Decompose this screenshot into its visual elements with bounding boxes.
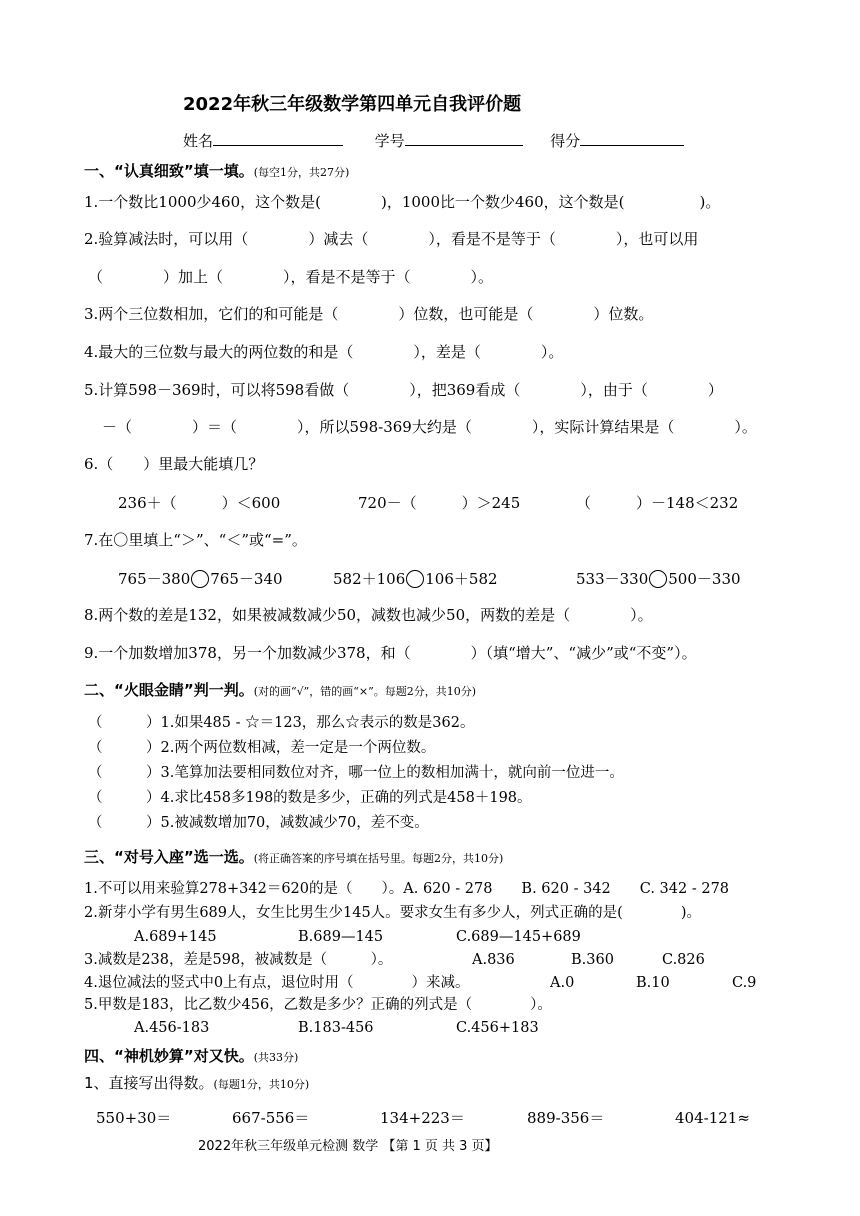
q5-option-c: C.456+183 [456,1020,539,1036]
section-1-title: 一、“认真细致”填一填。 [84,162,254,180]
student-info [183,131,684,149]
q3-option-a: A.836 [472,952,515,968]
q7-item-1-left: 765－380 [118,570,191,588]
q6-item-2: 720－（ ）＞245 [358,494,521,512]
judge-item-3: （ ）3.笔算加法要相同数位对齐，哪一位上的数相加满十，就向前一位进一。 [88,765,624,781]
section-3-note: (将正确答案的序号填在括号里。每题2分，共10分) [253,852,504,865]
name-field[interactable] [213,131,343,146]
s1-question-2a: 2.验算减法时，可以用（ ）减去（ ），看是不是等于（ ），也可以用 [84,230,699,248]
section-3-heading [84,850,503,865]
compare-circle[interactable] [406,570,424,588]
section-2-note: (对的画“√”，错的画“×”。每题2分，共10分) [253,685,477,698]
choice-question-3: 3.减数是238，差是598，被减数是（ ）。 [84,952,393,968]
s1-question-8: 8.两个数的差是132，如果被减数减少50，减数也减少50，两数的差是（ ）。 [84,606,653,624]
q2-option-a: A.689+145 [134,929,217,945]
choice-question-4: 4.退位减法的竖式中0上有点，退位时用（ ）来减。 [84,975,470,991]
s1-question-4: 4.最大的三位数与最大的两位数的和是（ ），差是（ ）。 [84,343,564,361]
q5-option-a: A.456-183 [134,1020,210,1036]
sub-1-title: 1、直接写出得数。 [84,1074,214,1092]
q4-option-a: A.0 [550,975,575,991]
choice-question-1: 1.不可以用来验算278+342＝620的是（ ）。A. 620 - 278 B. 620 - 342 C. 342 - 278 [84,881,730,897]
s1-question-5a: 5.计算598－369时，可以将598看做（ ），把369看成（ ），由于（ ） [84,381,723,399]
s1-question-1: 1.一个数比1000少460，这个数是( )，1000比一个数少460，这个数是( )。 [84,193,721,211]
choice-question-2: 2.新芽小学有男生689人，女生比男生少145人。要求女生有多少人，列式正确的是( )。 [84,905,701,921]
q5-option-b: B.183-456 [298,1020,374,1036]
judge-item-4: （ ）4.求比458多198的数是多少，正确的列式是458＋198。 [88,790,532,806]
score-label: 得分 [550,132,581,150]
judge-item-5: （ ）5.被减数增加70，减数减少70，差不变。 [88,815,429,831]
section-4-note: (共33分) [253,1051,299,1064]
s1-question-6: 6.（ ）里最大能填几？ [84,455,264,473]
q7-item-3-right: 500－330 [668,570,741,588]
section-1-heading [84,164,349,179]
q7-item-3 [576,570,741,588]
section-3-title: 三、“对号入座”选一选。 [84,848,254,866]
q4-option-c: C.9 [732,975,757,991]
section-4-heading [84,1049,298,1064]
calc-item-2: 667-556＝ [232,1109,310,1127]
q2-option-b: B.689—145 [298,929,384,945]
s1-question-3: 3.两个三位数相加，它们的和可能是（ ）位数，也可能是（ ）位数。 [84,305,654,323]
q7-item-1 [118,570,283,588]
compare-circle[interactable] [649,570,667,588]
page-title: 2022年秋三年级数学第四单元自我评价题 [183,94,522,115]
number-label: 学号 [374,132,405,150]
q6-item-3: （ ）－148＜232 [576,494,739,512]
calc-item-4: 889-356＝ [527,1109,605,1127]
score-field[interactable] [580,131,684,146]
page-footer: 2022年秋三年级单元检测 数学 【第 1 页 共 3 页】 [198,1139,498,1154]
section-4-sub-1 [84,1076,309,1091]
q6-item-1: 236＋（ ）＜600 [118,494,281,512]
calc-item-1: 550+30＝ [96,1109,172,1127]
sub-1-note: (每题1分，共10分) [213,1078,310,1091]
q7-item-1-right: 765－340 [210,570,283,588]
s1-question-2b: （ ）加上（ ），看是不是等于（ ）。 [88,268,494,286]
q7-item-2 [333,570,498,588]
q7-item-3-left: 533－330 [576,570,649,588]
section-2-title: 二、“火眼金睛”判一判。 [84,681,254,699]
calc-item-3: 134+223＝ [380,1109,465,1127]
section-2-heading [84,683,476,698]
q3-option-b: B.360 [571,952,614,968]
judge-item-1: （ ）1.如果485 - ☆＝123，那么☆表示的数是362。 [88,715,475,731]
calc-item-5: 404-121≈ [675,1109,750,1127]
q4-option-b: B.10 [636,975,670,991]
number-field[interactable] [405,131,523,146]
s1-question-7: 7.在〇里填上“＞”、“＜”或“=”。 [84,531,307,549]
q7-item-2-right: 106＋582 [425,570,498,588]
s1-question-9: 9.一个加数增加378，另一个加数减少378，和（ ）（填“增大”、“减少”或“不变”）。 [84,644,697,662]
q3-option-c: C.826 [662,952,705,968]
choice-question-5: 5.甲数是183，比乙数少456，乙数是多少？正确的列式是（ ）。 [84,997,552,1013]
q2-option-c: C.689—145+689 [456,929,581,945]
s1-question-5b: －（ ）＝（ ），所以598-369大约是（ ），实际计算结果是（ ）。 [102,418,757,436]
judge-item-2: （ ）2.两个两位数相减，差一定是一个两位数。 [88,740,436,756]
name-label: 姓名 [183,132,214,150]
q7-item-2-left: 582＋106 [333,570,406,588]
compare-circle[interactable] [191,570,209,588]
section-1-note: (每空1分，共27分) [253,166,350,179]
section-4-title: 四、“神机妙算”对又快。 [84,1047,254,1065]
